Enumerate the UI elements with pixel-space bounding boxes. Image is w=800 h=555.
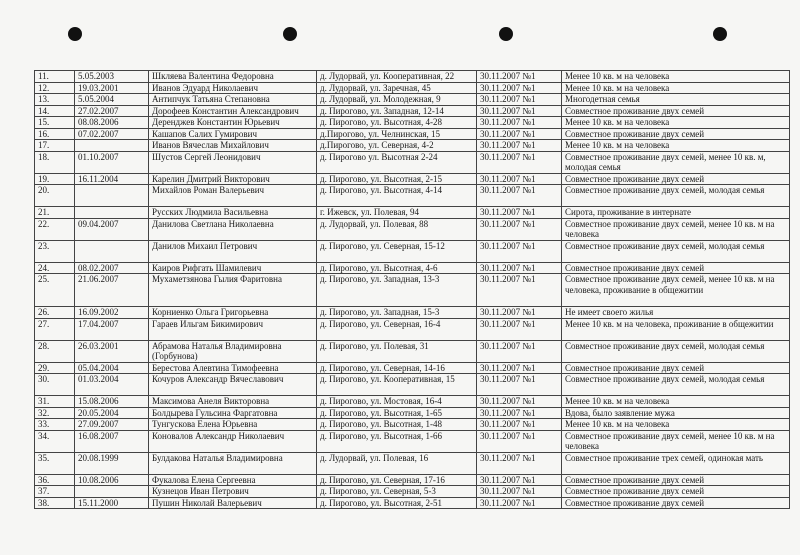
decision-cell: 30.11.2007 №1 — [477, 140, 562, 152]
table-row — [35, 430, 790, 452]
registration-date-cell: 16.09.2002 — [75, 307, 149, 319]
punch-hole — [283, 27, 297, 41]
punch-hole — [68, 27, 82, 41]
row-number-cell: 31. — [35, 396, 75, 408]
table-row — [35, 218, 790, 240]
registration-date-cell: 27.02.2007 — [75, 105, 149, 117]
punch-hole — [499, 27, 513, 41]
registration-date-cell — [75, 185, 149, 207]
row-number-cell: 26. — [35, 307, 75, 319]
row-number-cell: 17. — [35, 140, 75, 152]
address-cell: д. Пирогово, ул. Высотная, 1-66 — [317, 430, 477, 452]
table-row — [35, 274, 790, 307]
address-cell: д. Пирогово, ул. Высотная, 1-48 — [317, 419, 477, 431]
applicant-name-cell: Кузнецов Иван Петрович — [149, 486, 317, 498]
row-number-cell: 25. — [35, 274, 75, 307]
grounds-cell: Вдова, было заявление мужа — [562, 407, 790, 419]
decision-cell: 30.11.2007 №1 — [477, 362, 562, 374]
address-cell: д. Пирогово, ул. Полевая, 31 — [317, 340, 477, 362]
address-cell: д.Пирогово, ул. Северная, 4-2 — [317, 140, 477, 152]
applicant-name-cell: Иванов Эдуард Николаевич — [149, 82, 317, 94]
applicant-name-cell: Фукалова Елена Сергеевна — [149, 474, 317, 486]
grounds-cell: Менее 10 кв. м на человека, проживание в общежитии — [562, 318, 790, 340]
address-cell: д. Пирогово, ул. Высотная, 2-51 — [317, 497, 477, 509]
decision-cell: 30.11.2007 №1 — [477, 430, 562, 452]
table-row — [35, 407, 790, 419]
registration-date-cell: 10.08.2006 — [75, 474, 149, 486]
row-number-cell: 13. — [35, 94, 75, 106]
row-number-cell: 24. — [35, 262, 75, 274]
applicant-name-cell: Гараев Ильгам Бикимирович — [149, 318, 317, 340]
decision-cell: 30.11.2007 №1 — [477, 173, 562, 185]
address-cell: д. Пирогово ул. Высотная 2-24 — [317, 151, 477, 173]
row-number-cell: 36. — [35, 474, 75, 486]
row-number-cell: 30. — [35, 374, 75, 396]
address-cell: д.Пирогово, ул. Челнинская, 15 — [317, 128, 477, 140]
address-cell: д. Пирогово, ул. Высотная, 4-28 — [317, 117, 477, 129]
grounds-cell: Совместное проживание двух семей, менее 10 кв. м, молодая семья — [562, 151, 790, 173]
address-cell: д. Пирогово, ул. Северная, 15-12 — [317, 240, 477, 262]
grounds-cell: Совместное проживание двух семей — [562, 497, 790, 509]
decision-cell: 30.11.2007 №1 — [477, 128, 562, 140]
applicant-name-cell: Шустов Сергей Леонидович — [149, 151, 317, 173]
applicant-name-cell: Шкляева Валентина Федоровна — [149, 71, 317, 83]
applicant-name-cell: Кочуров Александр Вячеславович — [149, 374, 317, 396]
decision-cell: 30.11.2007 №1 — [477, 407, 562, 419]
applicant-name-cell: Карелин Дмитрий Викторович — [149, 173, 317, 185]
registration-date-cell: 08.08.2006 — [75, 117, 149, 129]
registration-date-cell: 27.09.2007 — [75, 419, 149, 431]
table-row — [35, 105, 790, 117]
table-row — [35, 452, 790, 474]
registration-date-cell: 17.04.2007 — [75, 318, 149, 340]
row-number-cell: 16. — [35, 128, 75, 140]
table-row — [35, 94, 790, 106]
table-row — [35, 340, 790, 362]
applicant-name-cell: Кашапов Салих Гумирович — [149, 128, 317, 140]
grounds-cell: Совместное проживание двух семей — [562, 486, 790, 498]
row-number-cell: 37. — [35, 486, 75, 498]
decision-cell: 30.11.2007 №1 — [477, 318, 562, 340]
grounds-cell: Не имеет своего жилья — [562, 307, 790, 319]
address-cell: д. Пирогово, ул. Высотная, 1-65 — [317, 407, 477, 419]
applicant-name-cell: Дорофеев Константин Александрович — [149, 105, 317, 117]
row-number-cell: 27. — [35, 318, 75, 340]
grounds-cell: Совместное проживание двух семей — [562, 262, 790, 274]
grounds-cell: Совместное проживание двух семей — [562, 173, 790, 185]
address-cell: д. Пирогово, ул. Кооперативная, 15 — [317, 374, 477, 396]
decision-cell: 30.11.2007 №1 — [477, 262, 562, 274]
table-row — [35, 173, 790, 185]
decision-cell: 30.11.2007 №1 — [477, 474, 562, 486]
applicant-name-cell: Тунгускова Елена Юрьевна — [149, 419, 317, 431]
address-cell: д. Пирогово, ул. Мостовая, 16-4 — [317, 396, 477, 408]
registration-date-cell: 20.05.2004 — [75, 407, 149, 419]
table-row — [35, 497, 790, 509]
applicant-name-cell: Деренджев Константин Юрьевич — [149, 117, 317, 129]
registration-date-cell: 5.05.2003 — [75, 71, 149, 83]
row-number-cell: 34. — [35, 430, 75, 452]
table-row — [35, 474, 790, 486]
address-cell: д. Лудорвай, ул. Полевая, 16 — [317, 452, 477, 474]
row-number-cell: 20. — [35, 185, 75, 207]
table-row — [35, 128, 790, 140]
grounds-cell: Менее 10 кв. м на человека — [562, 396, 790, 408]
row-number-cell: 29. — [35, 362, 75, 374]
table-row — [35, 374, 790, 396]
row-number-cell: 18. — [35, 151, 75, 173]
address-cell: д. Лудорвай, ул. Заречная, 45 — [317, 82, 477, 94]
grounds-cell: Совместное проживание двух семей, молодая семья — [562, 185, 790, 207]
applicant-name-cell: Мухаметзянова Гылия Фаритовна — [149, 274, 317, 307]
applicant-name-cell: Каиров Рифгать Шамилевич — [149, 262, 317, 274]
registration-date-cell: 01.10.2007 — [75, 151, 149, 173]
table-row — [35, 362, 790, 374]
decision-cell: 30.11.2007 №1 — [477, 82, 562, 94]
address-cell: д. Пирогово, ул. Северная, 14-16 — [317, 362, 477, 374]
table-row — [35, 262, 790, 274]
table-row — [35, 318, 790, 340]
decision-cell: 30.11.2007 №1 — [477, 185, 562, 207]
address-cell: д. Пирогово, ул. Высотная, 2-15 — [317, 173, 477, 185]
applicant-name-cell: Данилов Михаил Петрович — [149, 240, 317, 262]
registration-date-cell: 09.04.2007 — [75, 218, 149, 240]
registration-date-cell: 05.04.2004 — [75, 362, 149, 374]
decision-cell: 30.11.2007 №1 — [477, 274, 562, 307]
registration-date-cell: 08.02.2007 — [75, 262, 149, 274]
grounds-cell: Совместное проживание двух семей, молодая семья — [562, 374, 790, 396]
registration-date-cell: 15.11.2000 — [75, 497, 149, 509]
table-row — [35, 71, 790, 83]
punch-hole — [713, 27, 727, 41]
row-number-cell: 38. — [35, 497, 75, 509]
row-number-cell: 22. — [35, 218, 75, 240]
address-cell: д. Пирогово, ул. Западная, 15-3 — [317, 307, 477, 319]
row-number-cell: 35. — [35, 452, 75, 474]
row-number-cell: 21. — [35, 207, 75, 219]
grounds-cell: Совместное проживание трех семей, одинокая мать — [562, 452, 790, 474]
registration-date-cell: 21.06.2007 — [75, 274, 149, 307]
table-row — [35, 486, 790, 498]
registration-date-cell — [75, 140, 149, 152]
table-row — [35, 151, 790, 173]
decision-cell: 30.11.2007 №1 — [477, 240, 562, 262]
decision-cell: 30.11.2007 №1 — [477, 151, 562, 173]
housing-queue-table — [34, 70, 790, 509]
grounds-cell: Менее 10 кв. м на человека — [562, 140, 790, 152]
grounds-cell: Многодетная семья — [562, 94, 790, 106]
applicant-name-cell: Абрамова Наталья Владимировна (Горбунова) — [149, 340, 317, 362]
registration-date-cell: 16.11.2004 — [75, 173, 149, 185]
grounds-cell: Менее 10 кв. м на человека — [562, 82, 790, 94]
grounds-cell: Совместное проживание двух семей, молодая семья — [562, 340, 790, 362]
grounds-cell: Совместное проживание двух семей — [562, 105, 790, 117]
decision-cell: 30.11.2007 №1 — [477, 419, 562, 431]
grounds-cell: Совместное проживание двух семей, менее 10 кв. м на человека — [562, 430, 790, 452]
applicant-name-cell: Болдырева Гульсина Фаргатовна — [149, 407, 317, 419]
registration-date-cell: 15.08.2006 — [75, 396, 149, 408]
table-row — [35, 240, 790, 262]
grounds-cell: Совместное проживание двух семей, менее 10 кв. м на человека — [562, 218, 790, 240]
decision-cell: 30.11.2007 №1 — [477, 307, 562, 319]
row-number-cell: 14. — [35, 105, 75, 117]
decision-cell: 30.11.2007 №1 — [477, 497, 562, 509]
applicant-name-cell: Данилова Светлана Николаевна — [149, 218, 317, 240]
address-cell: г. Ижевск, ул. Полевая, 94 — [317, 207, 477, 219]
row-number-cell: 19. — [35, 173, 75, 185]
grounds-cell: Совместное проживание двух семей — [562, 362, 790, 374]
decision-cell: 30.11.2007 №1 — [477, 117, 562, 129]
decision-cell: 30.11.2007 №1 — [477, 374, 562, 396]
applicant-name-cell: Иванов Вячеслав Михайлович — [149, 140, 317, 152]
grounds-cell: Менее 10 кв. м на человека — [562, 71, 790, 83]
table-row — [35, 207, 790, 219]
applicant-name-cell: Корниенко Ольга Григорьевна — [149, 307, 317, 319]
grounds-cell: Совместное проживание двух семей, менее 10 кв. м на человека, проживание в общежитии — [562, 274, 790, 307]
applicant-name-cell: Берестова Алевтина Тимофеевна — [149, 362, 317, 374]
table-row — [35, 307, 790, 319]
address-cell: д. Пирогово, ул. Западная, 13-3 — [317, 274, 477, 307]
row-number-cell: 11. — [35, 71, 75, 83]
address-cell: д. Пирогово, ул. Высотная, 4-14 — [317, 185, 477, 207]
registration-date-cell: 16.08.2007 — [75, 430, 149, 452]
address-cell: д. Пирогово, ул. Западная, 12-14 — [317, 105, 477, 117]
grounds-cell: Менее 10 кв. м на человека — [562, 117, 790, 129]
decision-cell: 30.11.2007 №1 — [477, 452, 562, 474]
grounds-cell: Сирота, проживание в интернате — [562, 207, 790, 219]
address-cell: д. Пирогово, ул. Высотная, 4-6 — [317, 262, 477, 274]
row-number-cell: 23. — [35, 240, 75, 262]
grounds-cell: Совместное проживание двух семей — [562, 474, 790, 486]
table-row — [35, 140, 790, 152]
registration-date-cell — [75, 240, 149, 262]
decision-cell: 30.11.2007 №1 — [477, 486, 562, 498]
registration-date-cell — [75, 207, 149, 219]
table-row — [35, 396, 790, 408]
decision-cell: 30.11.2007 №1 — [477, 218, 562, 240]
row-number-cell: 15. — [35, 117, 75, 129]
grounds-cell: Совместное проживание двух семей, молодая семья — [562, 240, 790, 262]
applicant-name-cell: Антипчук Татьяна Степановна — [149, 94, 317, 106]
applicant-name-cell: Коновалов Александр Николаевич — [149, 430, 317, 452]
table-row — [35, 185, 790, 207]
registration-date-cell: 26.03.2001 — [75, 340, 149, 362]
row-number-cell: 33. — [35, 419, 75, 431]
registration-date-cell: 5.05.2004 — [75, 94, 149, 106]
table-body — [35, 71, 790, 509]
registration-date-cell: 20.08.1999 — [75, 452, 149, 474]
address-cell: д. Пирогово, ул. Северная, 16-4 — [317, 318, 477, 340]
decision-cell: 30.11.2007 №1 — [477, 396, 562, 408]
table-row — [35, 419, 790, 431]
applicant-name-cell: Русских Людмила Васильевна — [149, 207, 317, 219]
address-cell: д. Лудорвай, ул. Кооперативная, 22 — [317, 71, 477, 83]
registration-date-cell: 01.03.2004 — [75, 374, 149, 396]
address-cell: д. Пирогово, ул. Северная, 17-16 — [317, 474, 477, 486]
registration-date-cell: 07.02.2007 — [75, 128, 149, 140]
applicant-name-cell: Пушин Николай Валерьевич — [149, 497, 317, 509]
row-number-cell: 12. — [35, 82, 75, 94]
address-cell: д. Пирогово, ул. Северная, 5-3 — [317, 486, 477, 498]
row-number-cell: 28. — [35, 340, 75, 362]
row-number-cell: 32. — [35, 407, 75, 419]
address-cell: д. Лудорвай, ул. Молодежная, 9 — [317, 94, 477, 106]
decision-cell: 30.11.2007 №1 — [477, 105, 562, 117]
table-row — [35, 117, 790, 129]
table-row — [35, 82, 790, 94]
decision-cell: 30.11.2007 №1 — [477, 94, 562, 106]
grounds-cell: Менее 10 кв. м на человека — [562, 419, 790, 431]
registration-date-cell — [75, 486, 149, 498]
decision-cell: 30.11.2007 №1 — [477, 340, 562, 362]
decision-cell: 30.11.2007 №1 — [477, 207, 562, 219]
applicant-name-cell: Максимова Анеля Викторовна — [149, 396, 317, 408]
grounds-cell: Совместное проживание двух семей — [562, 128, 790, 140]
address-cell: д. Лудорвай, ул. Полевая, 88 — [317, 218, 477, 240]
registration-date-cell: 19.03.2001 — [75, 82, 149, 94]
applicant-name-cell: Михайлов Роман Валерьевич — [149, 185, 317, 207]
decision-cell: 30.11.2007 №1 — [477, 71, 562, 83]
applicant-name-cell: Булдакова Наталья Владимировна — [149, 452, 317, 474]
